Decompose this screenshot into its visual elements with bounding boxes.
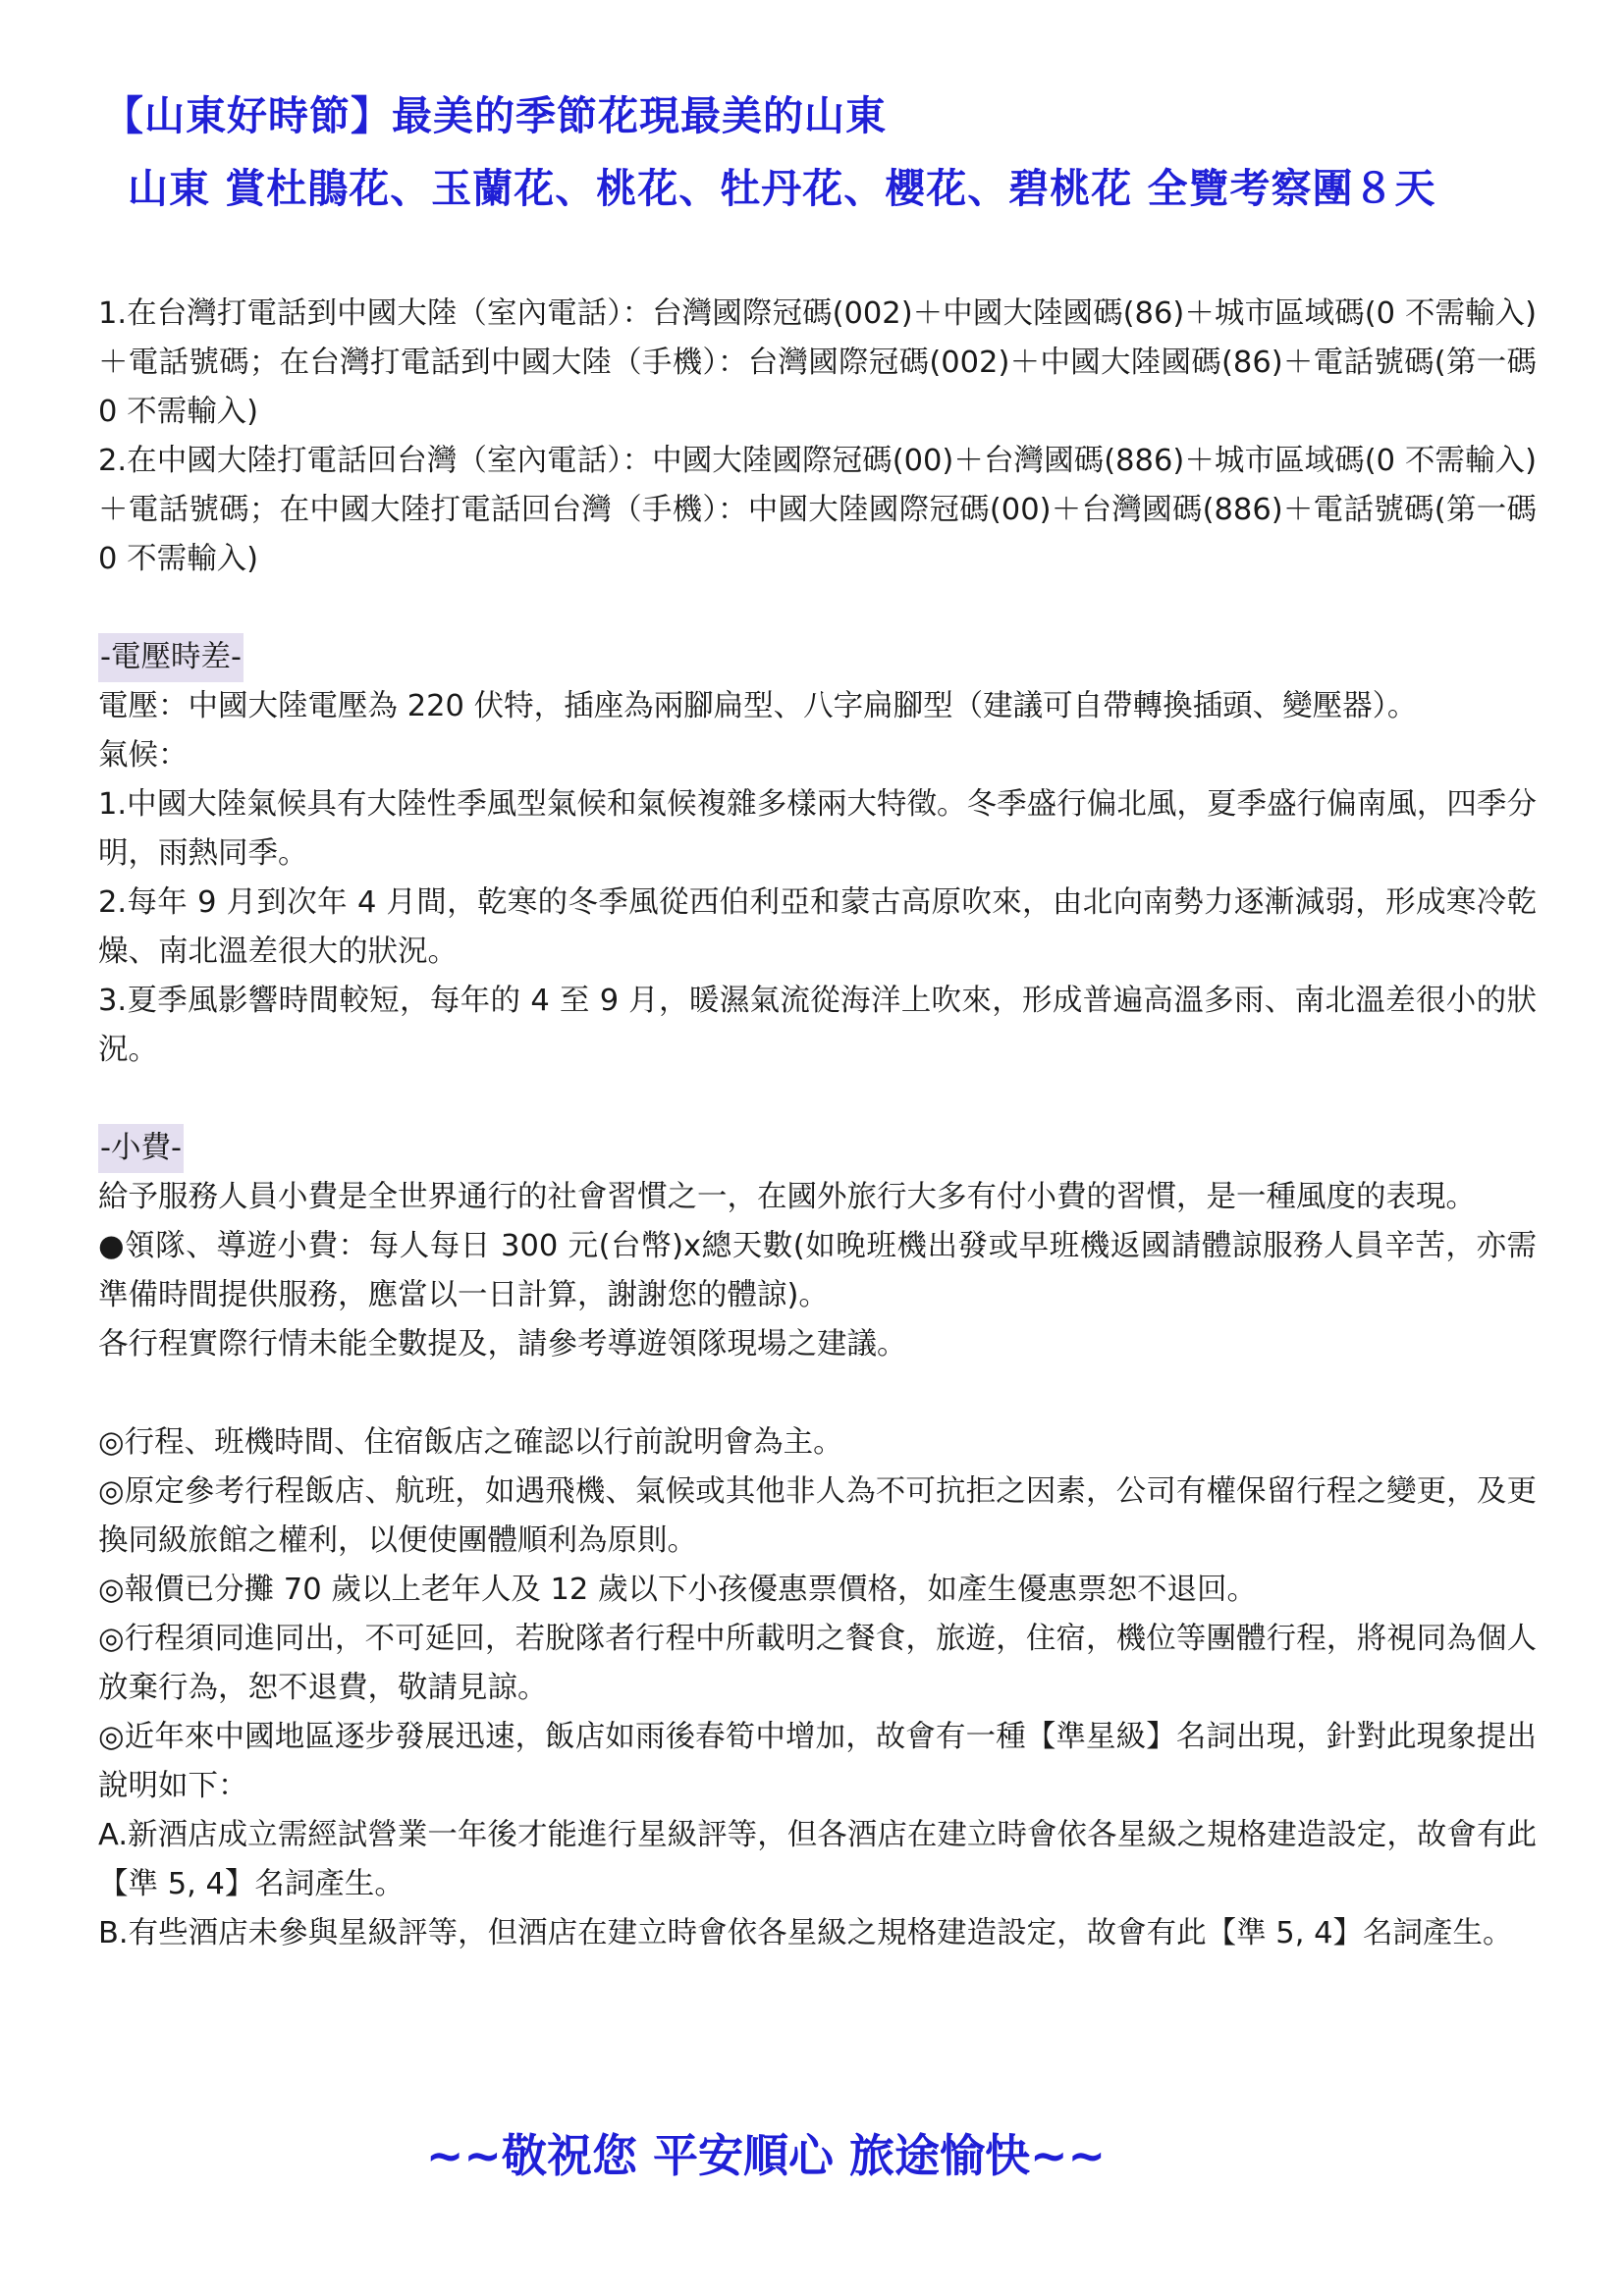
voltage-section-heading: -電壓時差- xyxy=(98,633,244,682)
tip-section-heading: -小費- xyxy=(98,1124,184,1173)
spacer xyxy=(98,1075,1537,1124)
notice-item: ◎報價已分攤 70 歲以上老年人及 12 歲以下小孩優惠票價格，如產生優惠票恕不退回。 xyxy=(98,1573,1258,1607)
document-subtitle: 山東 賞杜鵑花、玉蘭花、桃花、牡丹花、櫻花、碧桃花 全覽考察團８天 xyxy=(128,165,1436,212)
tip-note: 各行程實際行情未能全數提及，請參考導遊領隊現場之建議。 xyxy=(98,1327,907,1362)
voltage-section-heading-row xyxy=(98,633,1537,682)
notice-item: A.新酒店成立需經試營業一年後才能進行星級評等，但各酒店在建立時會依各星級之規格建造設定，故會有此【準 5, 4】名詞產生。 xyxy=(98,1818,1537,1901)
notice-item: ◎行程須同進同出，不可延回，若脫隊者行程中所載明之餐食，旅遊，住宿，機位等團體行程，將視同為個人放棄行為，恕不退費，敬請見諒。 xyxy=(98,1622,1537,1705)
document-title: 【山東好時節】最美的季節花現最美的山東 xyxy=(103,92,887,139)
tip-intro: 給予服務人員小費是全世界通行的社會習慣之一，在國外旅行大多有付小費的習慣，是一種風度的表現。 xyxy=(98,1180,1476,1214)
climate-item: 3.夏季風影響時間較短，每年的 4 至 9 月，暖濕氣流從海洋上吹來，形成普遍高溫多雨、南北溫差很小的狀況。 xyxy=(98,984,1537,1067)
notice-item: ◎近年來中國地區逐步發展迅速，飯店如雨後春筍中增加，故會有一種【準星級】名詞出現，針對此現象提出說明如下： xyxy=(98,1720,1537,1803)
phone-instruction-china-to-taiwan: 2.在中國大陸打電話回台灣（室內電話）：中國大陸國際冠碼(00)＋台灣國碼(886)＋城市區域碼(0 不需輸入)＋電話號碼；在中國大陸打電話回台灣（手機）：中國大陸國際冠碼(00)＋台灣國碼(886)＋電話號碼(第一碼 0 不需輸入) xyxy=(98,444,1537,576)
spacer xyxy=(98,1369,1537,1418)
tip-section-heading-row xyxy=(98,1124,1537,1173)
spacer xyxy=(98,584,1537,633)
notice-item: ◎行程、班機時間、住宿飯店之確認以行前說明會為主。 xyxy=(98,1425,843,1460)
document-body xyxy=(98,290,1537,1958)
climate-label: 氣候： xyxy=(98,738,189,773)
phone-instruction-taiwan-to-china: 1.在台灣打電話到中國大陸（室內電話）：台灣國際冠碼(002)＋中國大陸國碼(86)＋城市區域碼(0 不需輸入)＋電話號碼；在台灣打電話到中國大陸（手機）：台灣國際冠碼(002)＋中國大陸國碼(86)＋電話號碼(第一碼 0 不需輸入) xyxy=(98,296,1537,429)
notice-item: B.有些酒店未參與星級評等，但酒店在建立時會依各星級之規格建造設定，故會有此【準 5, 4】名詞產生。 xyxy=(98,1916,1513,1950)
notice-item: ◎原定參考行程飯店、航班，如遇飛機、氣候或其他非人為不可抗拒之因素，公司有權保留行程之變更，及更換同級旅館之權利，以便使團體順利為原則。 xyxy=(98,1474,1537,1558)
guide-tip-info: ●領隊、導遊小費：每人每日 300 元(台幣)x總天數(如晚班機出發或早班機返國請體諒服務人員辛苦，亦需準備時間提供服務，應當以一日計算，謝謝您的體諒)。 xyxy=(98,1229,1537,1312)
closing-greeting: ~~敬祝您 平安順心 旅途愉快~~ xyxy=(425,2129,1107,2182)
voltage-info: 電壓：中國大陸電壓為 220 伏特，插座為兩腳扁型、八字扁腳型（建議可自帶轉換插頭、變壓器）。 xyxy=(98,689,1418,723)
climate-item: 1.中國大陸氣候具有大陸性季風型氣候和氣候複雜多樣兩大特徵。冬季盛行偏北風，夏季盛行偏南風，四季分明，雨熱同季。 xyxy=(98,787,1537,871)
climate-item: 2.每年 9 月到次年 4 月間，乾寒的冬季風從西伯利亞和蒙古高原吹來，由北向南勢力逐漸減弱，形成寒冷乾燥、南北溫差很大的狀況。 xyxy=(98,885,1537,969)
